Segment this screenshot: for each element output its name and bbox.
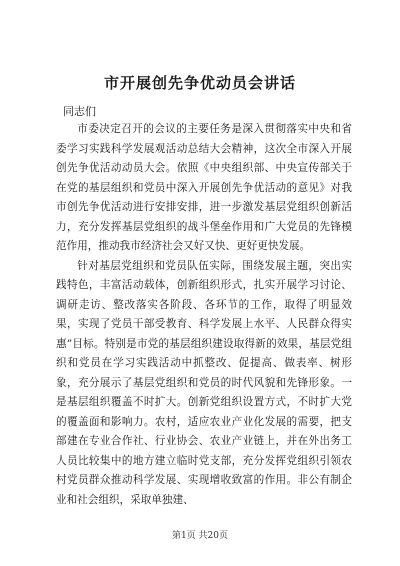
paragraph-2: 针对基层党组织和党员队伍实际，围绕发展主题，突出实践特色，丰富活动载体，创新组织形式，扎实开展学习讨论、调研走访、整改落实各阶段、各环节的工作，取得了明显效果，实现了党员干部受教育、科学发展上水平、人民群众得实惠”目标。特别是市党的基层组织建设取得新的效果，基层党组织和党员在学习实践活动中抓整改、促提高、做表率、树形象，充分展示了基层党组织和党员的时代风貌和先锋形象。一是基层组织覆盖不时扩大。创新党组织设置方式，不时扩大党的覆盖面和影响力。农村，适应农业产业化发展的需要，把支部建在专业合作社、行业协会、农业产业链上，并在外出务工人员比较集中的地方建立临时党支部，充分发挥党组织引领农村党员群众推动科学发展、实现增收致富的作用。非公有制企业和社会组织，采取单独建、 bbox=[56, 259, 352, 506]
page-number-footer: 第1页 共20页 bbox=[171, 531, 229, 541]
paragraph-1: 市委决定召开的会议的主要任务是深入贯彻落实中央和省委学习实践科学发展观活动总结大会精神，这次全市深入开展创先争优活动动员大会。依照《中央组织部、中央宣传部关于在党的基层组织和党员中深入开展创先争优活动的意见》对我市创先争优活动进行安排安排，进一步激发基层党组织创新活力，充分发挥基层党组织的战斗堡垒作用和广大党员的先锋模范作用，推动我市经济社会又好又快、更好更快发展。 bbox=[56, 123, 352, 252]
document-title: 市开展创先争优动员会讲话 bbox=[103, 74, 296, 92]
greeting: 同志们 bbox=[63, 105, 96, 118]
document-body bbox=[56, 120, 352, 510]
